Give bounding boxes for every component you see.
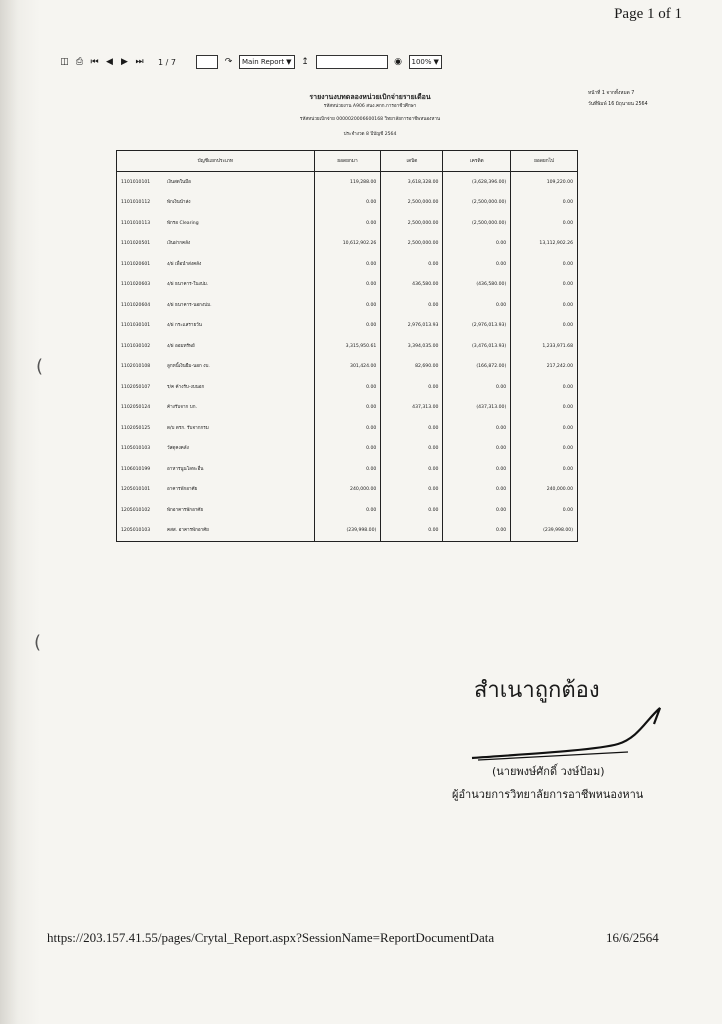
account-name: วัสดุคงคลัง: [163, 439, 314, 460]
carried-forward-cell: 0.00: [511, 254, 578, 275]
credit-cell: 0.00: [443, 459, 511, 480]
carried-forward-cell: 0.00: [511, 439, 578, 460]
account-name: คสส. อาคารพักอาศัย: [163, 521, 314, 542]
goto-page-input[interactable]: [196, 55, 218, 69]
agency-line: รหัสหน่วยงาน A906 สนง.คกก.การอาชีวศึกษา: [323, 104, 417, 109]
account-name: ง/ฝ ออมทรัพย์: [163, 336, 314, 357]
table-row: [117, 295, 578, 316]
next-page-icon[interactable]: ▶: [121, 56, 128, 67]
print-icon[interactable]: ⎙: [75, 56, 84, 67]
carried-forward-cell: 217,242.00: [511, 357, 578, 378]
account-code: 1101010101: [117, 172, 164, 193]
brought-forward-cell: 301,424.00: [314, 357, 381, 378]
brought-forward-cell: (239,998.00): [314, 521, 381, 542]
account-code: 1101010113: [117, 213, 164, 234]
brought-forward-cell: 0.00: [314, 193, 381, 214]
credit-cell: (437,313.00): [443, 398, 511, 419]
table-row: [117, 234, 578, 255]
debit-cell: 436,580.00: [381, 275, 443, 296]
carried-forward-cell: 0.00: [511, 377, 578, 398]
brought-forward-cell: 0.00: [314, 275, 381, 296]
account-code: 1101020604: [117, 295, 164, 316]
account-code: 1205010102: [117, 500, 164, 521]
account-name: พักอาคารพักอาศัย: [163, 500, 314, 521]
search-input[interactable]: [316, 55, 388, 69]
account-name: ง/ฝ กระแสรายวัน: [163, 316, 314, 337]
signer-name: (นายพงษ์ศักดิ์ วงษ์ป้อม): [492, 765, 605, 778]
carried-forward-cell: 0.00: [511, 275, 578, 296]
header-carried-forward: ยอดยกไป: [511, 151, 578, 172]
debit-cell: 0.00: [381, 459, 443, 480]
brought-forward-cell: 0.00: [314, 254, 381, 275]
footer-url: https://203.157.41.55/pages/Crytal_Report.aspx?SessionName=ReportDocumentData: [47, 930, 495, 945]
brought-forward-cell: 3,315,950.61: [314, 336, 381, 357]
account-code: 1101020601: [117, 254, 164, 275]
account-name: ง/ฝ เพื่อนำส่งคลัง: [163, 254, 314, 275]
page-counter: 1 / 7: [158, 57, 176, 67]
account-name: ร/ค ค้างรับ-งบนอก: [163, 377, 314, 398]
carried-forward-cell: 109,220.00: [511, 172, 578, 193]
chevron-down-icon: ▼: [286, 58, 292, 66]
brought-forward-cell: 0.00: [314, 377, 381, 398]
brought-forward-cell: 240,000.00: [314, 480, 381, 501]
carried-forward-cell: 0.00: [511, 213, 578, 234]
account-name: อาหารนูนโลหะอื่น: [163, 459, 314, 480]
credit-cell: (166,872.00): [443, 357, 511, 378]
debit-cell: 0.00: [381, 480, 443, 501]
table-row: [117, 418, 578, 439]
debit-cell: 0.00: [381, 254, 443, 275]
debit-cell: 0.00: [381, 439, 443, 460]
period-line: ประจำงวด 8 ปีบัญชี 2564: [343, 132, 397, 137]
zoom-select-value: 100%: [411, 58, 432, 66]
upload-icon[interactable]: ↥: [301, 56, 309, 67]
page-indicator: Page 1 of 1: [614, 6, 682, 22]
debit-cell: 0.00: [381, 295, 443, 316]
table-row: [117, 275, 578, 296]
table-row: [117, 193, 578, 214]
table-row: [117, 336, 578, 357]
account-code: 1205010101: [117, 480, 164, 501]
signature: [468, 694, 668, 764]
carried-forward-cell: 0.00: [511, 295, 578, 316]
account-name: ง/ฝ ธนาคาร-นอกงปม.: [163, 295, 314, 316]
zoom-select[interactable]: [409, 55, 442, 69]
report-select-value: Main Report: [241, 58, 285, 66]
table-row: [117, 480, 578, 501]
account-name: ง/ฝ ธนาคาร-ในงปม.: [163, 275, 314, 296]
signer-position: ผู้อำนวยการวิทยาลัยการอาชีพหนองหาน: [452, 788, 644, 801]
debit-cell: 437,313.00: [381, 398, 443, 419]
account-code: 1101020501: [117, 234, 164, 255]
credit-cell: (3,476,013.93): [443, 336, 511, 357]
first-page-icon[interactable]: ⏮: [90, 56, 99, 67]
account-code: 1106010199: [117, 459, 164, 480]
debit-cell: 0.00: [381, 521, 443, 542]
header-brought-forward: ยอดยกมา: [314, 151, 381, 172]
account-name: เงินฝากคลัง: [163, 234, 314, 255]
header-account: บัญชีแยกประเภท: [117, 151, 315, 172]
debit-cell: 0.00: [381, 377, 443, 398]
credit-cell: 0.00: [443, 254, 511, 275]
credit-cell: 0.00: [443, 480, 511, 501]
table-row: [117, 357, 578, 378]
brought-forward-cell: 0.00: [314, 316, 381, 337]
chevron-down-icon: ▼: [433, 58, 439, 66]
carried-forward-cell: (239,998.00): [511, 521, 578, 542]
credit-cell: (3,628,396.00): [443, 172, 511, 193]
brought-forward-cell: 0.00: [314, 213, 381, 234]
carried-forward-cell: 0.00: [511, 398, 578, 419]
account-name: เงินสดในมือ: [163, 172, 314, 193]
table-row: [117, 521, 578, 542]
account-name: พักรอ Clearing: [163, 213, 314, 234]
punch-hole-mark: (: [34, 632, 42, 653]
table-row: [117, 439, 578, 460]
brought-forward-cell: 0.00: [314, 418, 381, 439]
disbursing-unit-line: รหัสหน่วยเบิกจ่าย 0000020006600168 วิทยาลัยการอาชีพหนองหาน: [299, 117, 441, 122]
credit-cell: 0.00: [443, 234, 511, 255]
brought-forward-cell: 0.00: [314, 459, 381, 480]
account-code: 1102010108: [117, 357, 164, 378]
debit-cell: 82,690.00: [381, 357, 443, 378]
report-title: รายงานงบทดลองหน่วยเบิกจ่ายรายเดือน: [309, 93, 431, 101]
credit-cell: 0.00: [443, 295, 511, 316]
debit-cell: 3,618,328.00: [381, 172, 443, 193]
debit-cell: 2,500,000.00: [381, 234, 443, 255]
trial-balance-table: [116, 150, 578, 542]
account-code: 1101010112: [117, 193, 164, 214]
report-select[interactable]: [239, 55, 295, 69]
debit-cell: 2,976,013.93: [381, 316, 443, 337]
carried-forward-cell: 0.00: [511, 459, 578, 480]
credit-cell: (2,976,013.93): [443, 316, 511, 337]
credit-cell: 0.00: [443, 439, 511, 460]
brought-forward-cell: 119,288.00: [314, 172, 381, 193]
account-name: ด/บ ตรก. รับจากกรม: [163, 418, 314, 439]
credit-cell: (2,500,000.00): [443, 193, 511, 214]
brought-forward-cell: 0.00: [314, 439, 381, 460]
credit-cell: (2,500,000.00): [443, 213, 511, 234]
table-row: [117, 254, 578, 275]
account-code: 1102050125: [117, 418, 164, 439]
last-page-icon[interactable]: ⏭: [135, 56, 144, 67]
table-row: [117, 172, 578, 193]
punch-hole-mark: (: [36, 356, 44, 377]
page-meta: หน้าที่ 1 จากทั้งหมด 7: [588, 91, 635, 96]
table-row: [117, 213, 578, 234]
account-code: 1205010103: [117, 521, 164, 542]
credit-cell: (436,580.00): [443, 275, 511, 296]
account-name: อาคารพักอาศัย: [163, 480, 314, 501]
account-code: 1101030101: [117, 316, 164, 337]
account-code: 1102050124: [117, 398, 164, 419]
table-header-row: [117, 151, 578, 172]
brought-forward-cell: 0.00: [314, 398, 381, 419]
account-name: ลูกหนี้เงินยืม-นอก งบ.: [163, 357, 314, 378]
carried-forward-cell: 0.00: [511, 418, 578, 439]
brought-forward-cell: 0.00: [314, 295, 381, 316]
account-code: 1101030102: [117, 336, 164, 357]
debit-cell: 0.00: [381, 418, 443, 439]
table-row: [117, 459, 578, 480]
goto-page-icon[interactable]: ↷: [224, 56, 233, 67]
table-row: [117, 377, 578, 398]
account-name: พักเงินนำส่ง: [163, 193, 314, 214]
debit-cell: 0.00: [381, 500, 443, 521]
table-row: [117, 500, 578, 521]
header-debit: เดบิต: [381, 151, 443, 172]
previous-page-icon[interactable]: ◀: [106, 56, 113, 67]
table-row: [117, 316, 578, 337]
account-name: ค้างรับจาก บก.: [163, 398, 314, 419]
brought-forward-cell: 0.00: [314, 500, 381, 521]
credit-cell: 0.00: [443, 377, 511, 398]
footer-date: 16/6/2564: [606, 930, 659, 945]
certified-copy-text: สำเนาถูกต้อง: [474, 678, 600, 703]
debit-cell: 2,500,000.00: [381, 213, 443, 234]
account-code: 1101020603: [117, 275, 164, 296]
report-viewer-toolbar: [60, 54, 442, 70]
print-date: วันที่พิมพ์ 16 มิถุนายน 2564: [588, 102, 648, 107]
carried-forward-cell: 1,233,971.68: [511, 336, 578, 357]
carried-forward-cell: 240,000.00: [511, 480, 578, 501]
account-code: 1102050107: [117, 377, 164, 398]
brought-forward-cell: 10,612,902.26: [314, 234, 381, 255]
table-row: [117, 398, 578, 419]
account-code: 1105010103: [117, 439, 164, 460]
carried-forward-cell: 0.00: [511, 500, 578, 521]
carried-forward-cell: 0.00: [511, 316, 578, 337]
credit-cell: 0.00: [443, 500, 511, 521]
carried-forward-cell: 0.00: [511, 193, 578, 214]
header-credit: เครดิต: [443, 151, 511, 172]
credit-cell: 0.00: [443, 418, 511, 439]
debit-cell: 2,500,000.00: [381, 193, 443, 214]
debit-cell: 3,394,035.00: [381, 336, 443, 357]
export-icon[interactable]: ◫: [60, 56, 69, 67]
credit-cell: 0.00: [443, 521, 511, 542]
binoculars-icon[interactable]: ◉: [394, 56, 402, 67]
carried-forward-cell: 13,112,902.26: [511, 234, 578, 255]
